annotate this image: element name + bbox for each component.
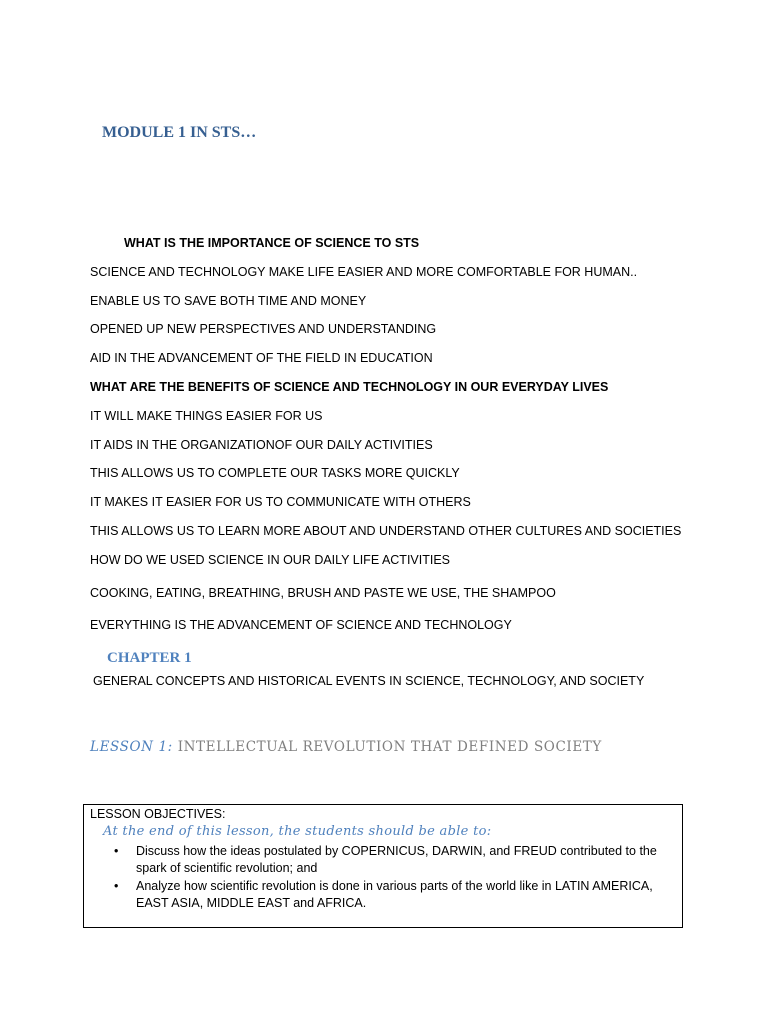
objectives-heading: LESSON OBJECTIVES:: [90, 807, 226, 821]
list-item: [84, 878, 682, 912]
chapter-title: CHAPTER 1: [107, 650, 192, 666]
content-line: SCIENCE AND TECHNOLOGY MAKE LIFE EASIER AND MORE COMFORTABLE FOR HUMAN..: [90, 265, 638, 279]
list-item: [84, 843, 682, 877]
content-line: ENABLE US TO SAVE BOTH TIME AND MONEY: [90, 294, 367, 308]
content-line: COOKING, EATING, BREATHING, BRUSH AND PASTE WE USE, THE SHAMPOO: [90, 586, 556, 600]
objectives-intro: At the end of this lesson, the students should be able to:: [103, 824, 492, 839]
bullet-icon: •: [114, 879, 119, 893]
content-line: IT MAKES IT EASIER FOR US TO COMMUNICATE WITH OTHERS: [90, 495, 471, 509]
lesson-title: [90, 739, 602, 755]
content-line: HOW DO WE USED SCIENCE IN OUR DAILY LIFE ACTIVITIES: [90, 553, 451, 567]
importance-heading: WHAT IS THE IMPORTANCE OF SCIENCE TO STS: [124, 236, 420, 250]
content-line: IT AIDS IN THE ORGANIZATIONOF OUR DAILY ACTIVITIES: [90, 438, 433, 452]
objective-text: Discuss how the ideas postulated by COPERNICUS, DARWIN, and FREUD contributed to the spark of scientific revolution; and: [136, 844, 657, 875]
content-line: AID IN THE ADVANCEMENT OF THE FIELD IN EDUCATION: [90, 351, 433, 365]
content-line: OPENED UP NEW PERSPECTIVES AND UNDERSTANDING: [90, 322, 437, 336]
module-title: MODULE 1 IN STS…: [102, 124, 257, 141]
bullet-icon: •: [114, 844, 119, 858]
chapter-subtitle: GENERAL CONCEPTS AND HISTORICAL EVENTS IN SCIENCE, TECHNOLOGY, AND SOCIETY: [93, 674, 645, 688]
content-line: EVERYTHING IS THE ADVANCEMENT OF SCIENCE AND TECHNOLOGY: [90, 618, 512, 632]
objectives-list: [84, 843, 682, 913]
content-line: THIS ALLOWS US TO COMPLETE OUR TASKS MORE QUICKLY: [90, 466, 460, 480]
content-line: THIS ALLOWS US TO LEARN MORE ABOUT AND UNDERSTAND OTHER CULTURES AND SOCIETIES: [90, 524, 682, 538]
objective-text: Analyze how scientific revolution is done in various parts of the world like in LATIN AMERICA, EAST ASIA, MIDDLE EAST and AFRICA.: [136, 879, 653, 910]
objectives-box: [83, 804, 683, 928]
content-line: IT WILL MAKE THINGS EASIER FOR US: [90, 409, 323, 423]
lesson-name: INTELLECTUAL REVOLUTION THAT DEFINED SOCIETY: [177, 739, 602, 755]
benefits-heading: WHAT ARE THE BENEFITS OF SCIENCE AND TECHNOLOGY IN OUR EVERYDAY LIVES: [90, 380, 609, 394]
lesson-label: LESSON 1:: [90, 739, 173, 755]
